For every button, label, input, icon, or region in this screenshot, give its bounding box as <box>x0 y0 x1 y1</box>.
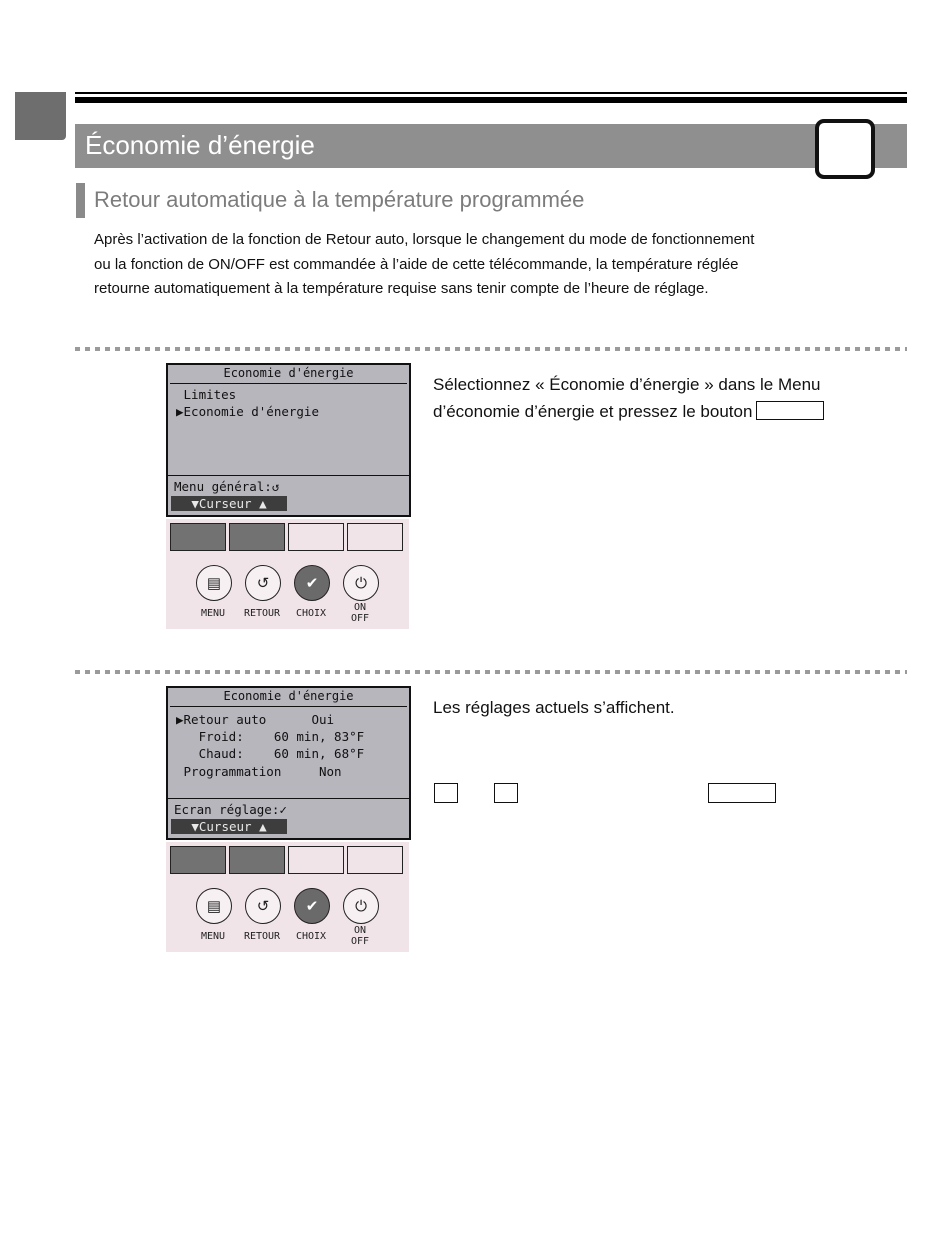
onoff-label-on: ON <box>353 602 367 613</box>
chapter-tab <box>15 92 66 140</box>
button-placeholder-box <box>708 783 776 803</box>
choix-button-label: CHOIX <box>295 608 327 619</box>
onoff-label-on: ON <box>353 925 367 936</box>
return-arrow-icon: ↺ <box>256 575 270 592</box>
screen-title-divider <box>170 383 407 384</box>
menu-button-label: MENU <box>200 608 226 619</box>
onoff-button[interactable] <box>343 565 379 601</box>
function-key-f4[interactable] <box>347 523 403 551</box>
button-placeholder-box <box>434 783 458 803</box>
function-key-f2[interactable] <box>229 846 285 874</box>
header-rule-thick <box>75 97 907 103</box>
checkmark-icon: ✔ <box>305 575 319 592</box>
setting-retour-auto[interactable]: ▶Retour auto Oui <box>176 712 335 727</box>
page-number-box <box>815 119 875 179</box>
intro-line: retourne automatiquement à la température requise sans tenir compte de l’heure de réglage. <box>94 280 709 297</box>
lcd-screen <box>166 686 411 840</box>
step1-line: Sélectionnez « Économie d’énergie » dans le Menu <box>433 375 821 394</box>
retour-button-label: RETOUR <box>243 608 281 619</box>
intro-paragraph <box>94 228 894 302</box>
function-keys-panel <box>166 842 409 952</box>
cursor-label: ▼Curseur ▲ <box>171 496 287 511</box>
menu-item-limites[interactable]: Limites <box>176 387 237 402</box>
menu-button[interactable] <box>196 888 232 924</box>
button-placeholder-box <box>494 783 518 803</box>
onoff-label-off: OFF <box>350 936 370 947</box>
step2-line: Les réglages actuels s’affichent. <box>433 698 675 717</box>
screen-footer-divider <box>168 475 409 476</box>
retour-button[interactable] <box>245 565 281 601</box>
function-key-f1[interactable] <box>170 523 226 551</box>
screen-footer: Menu général:↺ <box>174 479 280 494</box>
screen-title: Economie d'énergie <box>223 689 354 703</box>
checkmark-icon: ✔ <box>305 898 319 915</box>
screen-footer: Ecran réglage:✓ <box>174 802 287 817</box>
retour-button[interactable] <box>245 888 281 924</box>
menu-item-economie[interactable]: ▶Economie d'énergie <box>176 404 319 419</box>
step1-line: d’économie d’énergie et pressez le bouton <box>433 402 753 421</box>
function-key-f4[interactable] <box>347 846 403 874</box>
screen-title: Economie d'énergie <box>223 366 354 380</box>
setting-froid: Froid: 60 min, 83°F <box>176 729 365 744</box>
remote-controller-step1 <box>166 363 409 629</box>
intro-line: Après l’activation de la fonction de Retour auto, lorsque le changement du mode de fonctionnement <box>94 231 755 248</box>
step1-line-with-button <box>433 398 903 425</box>
power-icon: ⏻ <box>355 574 367 592</box>
menu-list-icon: ▤ <box>206 575 222 592</box>
page-title: Économie d’énergie <box>85 130 315 160</box>
choix-button[interactable] <box>294 888 330 924</box>
power-icon: ⏻ <box>355 897 367 915</box>
menu-list-icon: ▤ <box>206 898 222 915</box>
function-key-f1[interactable] <box>170 846 226 874</box>
intro-line: ou la fonction de ON/OFF est commandée à l’aide de cette télécommande, la température réglée <box>94 255 739 273</box>
setting-chaud: Chaud: 60 min, 68°F <box>176 746 365 761</box>
function-keys-panel <box>166 519 409 629</box>
setting-programmation[interactable]: Programmation Non <box>176 764 342 779</box>
screen-title-divider <box>170 706 407 707</box>
remote-controller-step2 <box>166 686 409 952</box>
step2-instructions <box>433 694 903 721</box>
cursor-label: ▼Curseur ▲ <box>171 819 287 834</box>
lcd-screen <box>166 363 411 517</box>
return-arrow-icon: ↺ <box>256 898 270 915</box>
button-placeholder-box <box>756 401 824 420</box>
function-key-f2[interactable] <box>229 523 285 551</box>
choix-button-label: CHOIX <box>295 931 327 942</box>
function-key-f3[interactable] <box>288 846 344 874</box>
step1-instructions <box>433 371 903 425</box>
retour-button-label: RETOUR <box>243 931 281 942</box>
header-rule-thin <box>75 92 907 94</box>
screen-footer-divider <box>168 798 409 799</box>
section-subtitle: Retour automatique à la température programmée <box>94 187 585 212</box>
menu-button[interactable] <box>196 565 232 601</box>
onoff-label-off: OFF <box>350 613 370 624</box>
step-divider <box>75 347 907 351</box>
choix-button[interactable] <box>294 565 330 601</box>
subtitle-marker <box>76 183 85 218</box>
step-divider <box>75 670 907 674</box>
menu-button-label: MENU <box>200 931 226 942</box>
function-key-f3[interactable] <box>288 523 344 551</box>
onoff-button[interactable] <box>343 888 379 924</box>
